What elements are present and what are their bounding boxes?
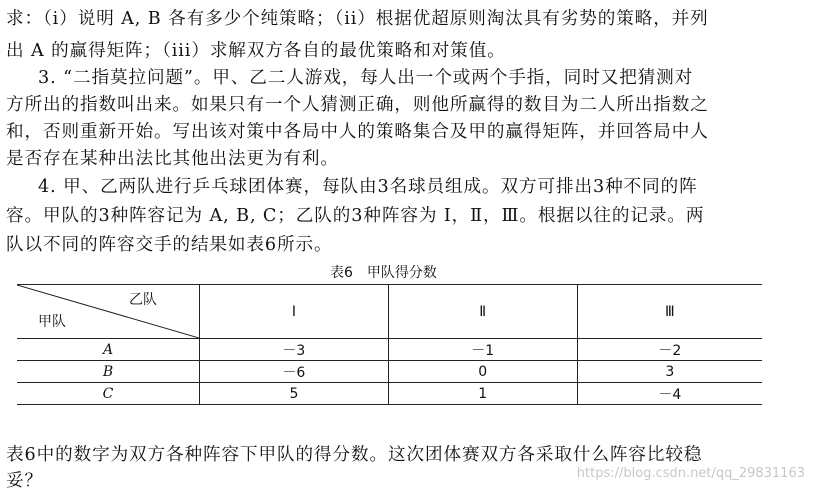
table-cell: 5 (200, 383, 389, 405)
row-label: C (17, 383, 200, 405)
table-header-row (17, 285, 762, 339)
row-label: B (17, 361, 200, 383)
table-corner-cell (17, 285, 200, 339)
row-label: A (17, 339, 200, 361)
column-header: Ⅱ (388, 285, 577, 339)
text-line: 求：（i）说明 A, B 各有多少个纯策略；（ii）根据优超原则淘汰具有劣势的策略，并列 (6, 9, 709, 29)
column-header: Ⅲ (577, 285, 762, 339)
column-group-label: 乙队 (129, 292, 157, 308)
watermark: https://blog.csdn.net/qq_29831163 (576, 466, 805, 481)
score-table (17, 284, 762, 405)
table-cell: 3 (577, 361, 762, 383)
row-group-label: 甲队 (38, 314, 66, 330)
table-row (17, 339, 762, 361)
table-cell: －4 (577, 383, 762, 405)
text-line: 和，否则重新开始。写出该对策中各局中人的策略集合及甲的赢得矩阵，并回答局中人 (6, 122, 709, 142)
table-cell: －3 (200, 339, 389, 361)
text-line: 队以不同的阵容交手的结果如表6所示。 (6, 235, 333, 255)
text-line: 出 A 的赢得矩阵；（iii）求解双方各自的最优策略和对策值。 (6, 41, 506, 61)
column-header: Ⅰ (200, 285, 389, 339)
problem-4-heading-line: 4. 甲、乙两队进行乒乓球团体赛，每队由3名球员组成。双方可排出3种不同的阵 (38, 177, 698, 197)
table-cell: －2 (577, 339, 762, 361)
text-line: 妥？ (6, 471, 43, 491)
table-cell: 1 (388, 383, 577, 405)
text-line: 表6中的数字为双方各种阵容下甲队的得分数。这次团体赛双方各采取什么阵容比较稳 (6, 445, 703, 465)
table-cell: －1 (388, 339, 577, 361)
table-row (17, 383, 762, 405)
table-cell: －6 (200, 361, 389, 383)
table-row (17, 361, 762, 383)
table-caption: 表6 甲队得分数 (330, 265, 437, 281)
table-cell: 0 (388, 361, 577, 383)
problem-3-heading-line: 3. “二指莫拉问题”。甲、乙二人游戏，每人出一个或两个手指，同时又把猜测对 (38, 68, 694, 88)
text-line: 方所出的指数叫出来。如果只有一个人猜测正确，则他所赢得的数目为二人所出指数之 (6, 95, 709, 115)
text-line: 容。甲队的3种阵容记为 A, B, C；乙队的3种阵容为 Ⅰ，Ⅱ，Ⅲ。根据以往的记录。两 (6, 206, 705, 226)
text-line: 是否存在某种出法比其他出法更为有利。 (6, 149, 339, 169)
